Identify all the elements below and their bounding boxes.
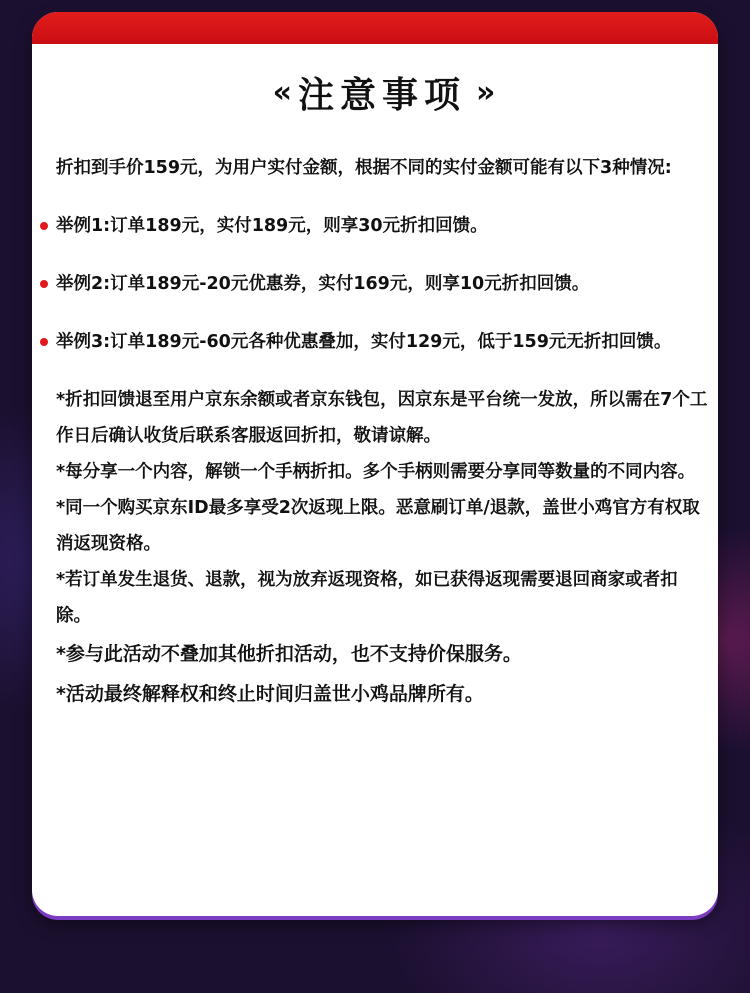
notes-list — [56, 382, 708, 714]
note-item: *若订单发生退货、退款，视为放弃返现资格，如已获得返现需要退回商家或者扣除。 — [56, 570, 678, 626]
card-header-bar — [32, 12, 718, 44]
example-item — [56, 326, 708, 358]
example-item — [56, 210, 708, 242]
note-item: *活动最终解释权和终止时间归盖世小鸡品牌所有。 — [56, 683, 484, 705]
example-item — [56, 268, 708, 300]
example-text: 举例1:订单189元，实付189元，则享30元折扣回馈。 — [56, 216, 488, 236]
note-item: *参与此活动不叠加其他折扣活动，也不支持价保服务。 — [56, 643, 522, 665]
example-text: 举例2:订单189元-20元优惠券，实付169元，则享10元折扣回馈。 — [56, 274, 590, 294]
bullet-dot-icon — [40, 280, 48, 288]
page-title — [263, 67, 502, 118]
double-chevron-right-icon: » — [476, 74, 492, 110]
double-chevron-left-icon: « — [272, 74, 288, 110]
bullet-dot-icon — [40, 338, 48, 346]
note-item: *每分享一个内容，解锁一个手柄折扣。多个手柄则需要分享同等数量的不同内容。 — [56, 462, 696, 482]
example-text: 举例3:订单189元-60元各种优惠叠加，实付129元，低于159元无折扣回馈。 — [56, 332, 672, 352]
bullet-dot-icon — [40, 222, 48, 230]
note-item: *折扣回馈退至用户京东余额或者京东钱包，因京东是平台统一发放，所以需在7个工作日后确认收货后联系客服返回折扣，敬请谅解。 — [56, 390, 708, 446]
notice-card — [32, 12, 718, 916]
note-item: *同一个购买京东ID最多享受2次返现上限。恶意刷订单/退款，盖世小鸡官方有权取消返现资格。 — [56, 498, 700, 554]
notice-content — [56, 44, 708, 714]
title-text: 注意事项 — [297, 74, 466, 116]
intro-text: 折扣到手价159元，为用户实付金额，根据不同的实付金额可能有以下3种情况: — [56, 158, 672, 178]
title-row — [56, 44, 708, 140]
